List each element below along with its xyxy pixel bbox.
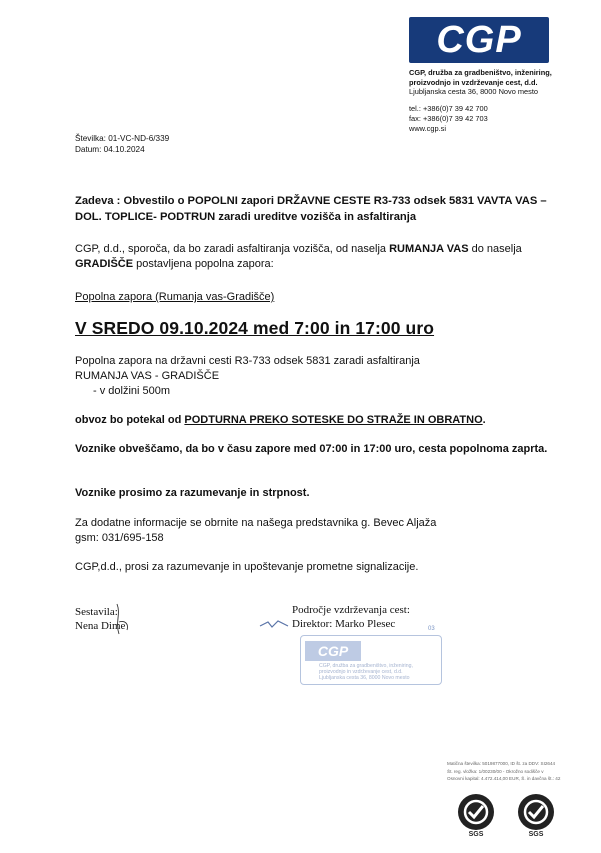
footer-line2: Št. reg. vložka: 1/00230/00 - Okrožno sodišče v: [447, 768, 544, 774]
stamp-text-line1: CGP, družba za gradbeništvo, inženiring,: [319, 663, 413, 669]
detour-route: PODTURNA PREKO SOTESKE DO STRAŽE IN OBRATNO: [184, 414, 483, 426]
closing-line: CGP,d.d., prosi za razumevanje in upoštevanje prometne signalizacije.: [75, 561, 419, 573]
closure-details-line2: RUMANJA VAS - GRADIŠČE: [75, 370, 220, 382]
stamp-text: [319, 663, 413, 681]
logo-text: CGP: [436, 18, 522, 61]
sgs-label-2: SGS: [528, 831, 544, 838]
closure-date-line: V SREDO 09.10.2024 med 7:00 in 17:00 uro: [75, 318, 435, 338]
drivers-notice: Voznike obveščamo, da bo v času zapore med 07:00 in 17:00 uro, cesta popolnoma zaprta.: [75, 443, 548, 455]
company-address: Ljubljanska cesta 36, 8000 Novo mesto: [409, 87, 539, 97]
intro-part1: CGP, d.d., sporoča, da bo zaradi asfaltiranja vozišča, od naselja: [75, 243, 390, 255]
subject-line: Zadeva : Obvestilo o POPOLNI zapori DRŽAVNE CESTE R3-733 odsek 5831 VAVTA VAS – DOL. TOPLICE- PODTRUN zaradi ureditve vozišča in asfaltiranja: [75, 195, 547, 223]
footer-line3: Osnovni kapital: 4.472.414,00 EUR, Š. in davčna št.: 42: [447, 776, 561, 781]
stamp-text-line3: Ljubljanska cesta 36, 8000 Novo mesto: [319, 675, 410, 681]
detour-suffix: .: [482, 414, 486, 426]
document-date: Datum: 04.10.2024: [75, 145, 145, 154]
intro-place1: RUMANJA VAS: [389, 243, 469, 255]
contact-line2: gsm: 031/695-158: [75, 532, 164, 544]
closure-details: [75, 354, 555, 399]
company-info: [409, 68, 594, 97]
intro-paragraph: [75, 242, 555, 272]
document-meta: [75, 133, 169, 155]
sgs-label-1: SGS: [468, 831, 484, 838]
intro-part3: postavljena popolna zapora:: [133, 258, 274, 270]
signature-left-role: Sestavila:: [75, 606, 118, 618]
drivers-request: Voznike prosimo za razumevanje in strpnost.: [75, 487, 310, 499]
company-tel: tel.: +386(0)7 39 42 700: [409, 104, 488, 113]
stamp-text-line2: proizvodnjo in vzdrževanje cest, d.d.: [319, 669, 403, 675]
intro-place2: GRADIŠČE: [75, 258, 134, 270]
closure-details-line3: - v dolžini 500m: [93, 385, 171, 397]
company-fax: fax: +386(0)7 39 42 703: [409, 113, 488, 123]
document-number: Številka: 01-VC-ND-6/339: [75, 134, 170, 143]
stamp-logo: CGP: [305, 641, 361, 661]
contact-line1: Za dodatne informacije se obrnite na našega predstavnika g. Bevec Aljaža: [75, 517, 437, 529]
closure-details-line1: Popolna zapora na državni cesti R3-733 odsek 5831 zaradi asfaltiranja: [75, 355, 420, 367]
intro-part2: do naselja: [468, 243, 522, 255]
contact-paragraph: [75, 516, 555, 546]
signature-right-name: Direktor: Marko Plesec: [292, 618, 396, 630]
signature-scribble-left: [105, 600, 145, 640]
sgs-certification-icon: [452, 790, 500, 838]
closure-heading: Popolna zapora (Rumanja vas-Gradišče): [75, 291, 275, 303]
company-stamp: [300, 635, 442, 685]
signature-right: [292, 603, 410, 631]
company-name: CGP, družba za gradbeništvo, inženiring, proizvodnjo in vzdrževanje cest, d.d.: [409, 68, 552, 87]
detour-prefix: obvoz bo potekal od: [75, 414, 185, 426]
company-contacts: [409, 104, 488, 133]
stamp-number: 03: [428, 626, 435, 632]
footer-line1: Matična številka: 5019877000, ID št. za DDV: SI2644: [447, 761, 556, 766]
detour-paragraph: [75, 413, 555, 428]
signature-left-name: Nena Dime: [75, 620, 126, 632]
sgs-certification-icon-2: [512, 790, 560, 838]
footer-registration: [447, 760, 597, 783]
company-logo: [409, 17, 549, 63]
company-web: www.cgp.si: [409, 123, 446, 133]
signature-scribble-right: [258, 616, 292, 632]
signature-right-role: Področje vzdrževanja cest:: [292, 604, 410, 616]
